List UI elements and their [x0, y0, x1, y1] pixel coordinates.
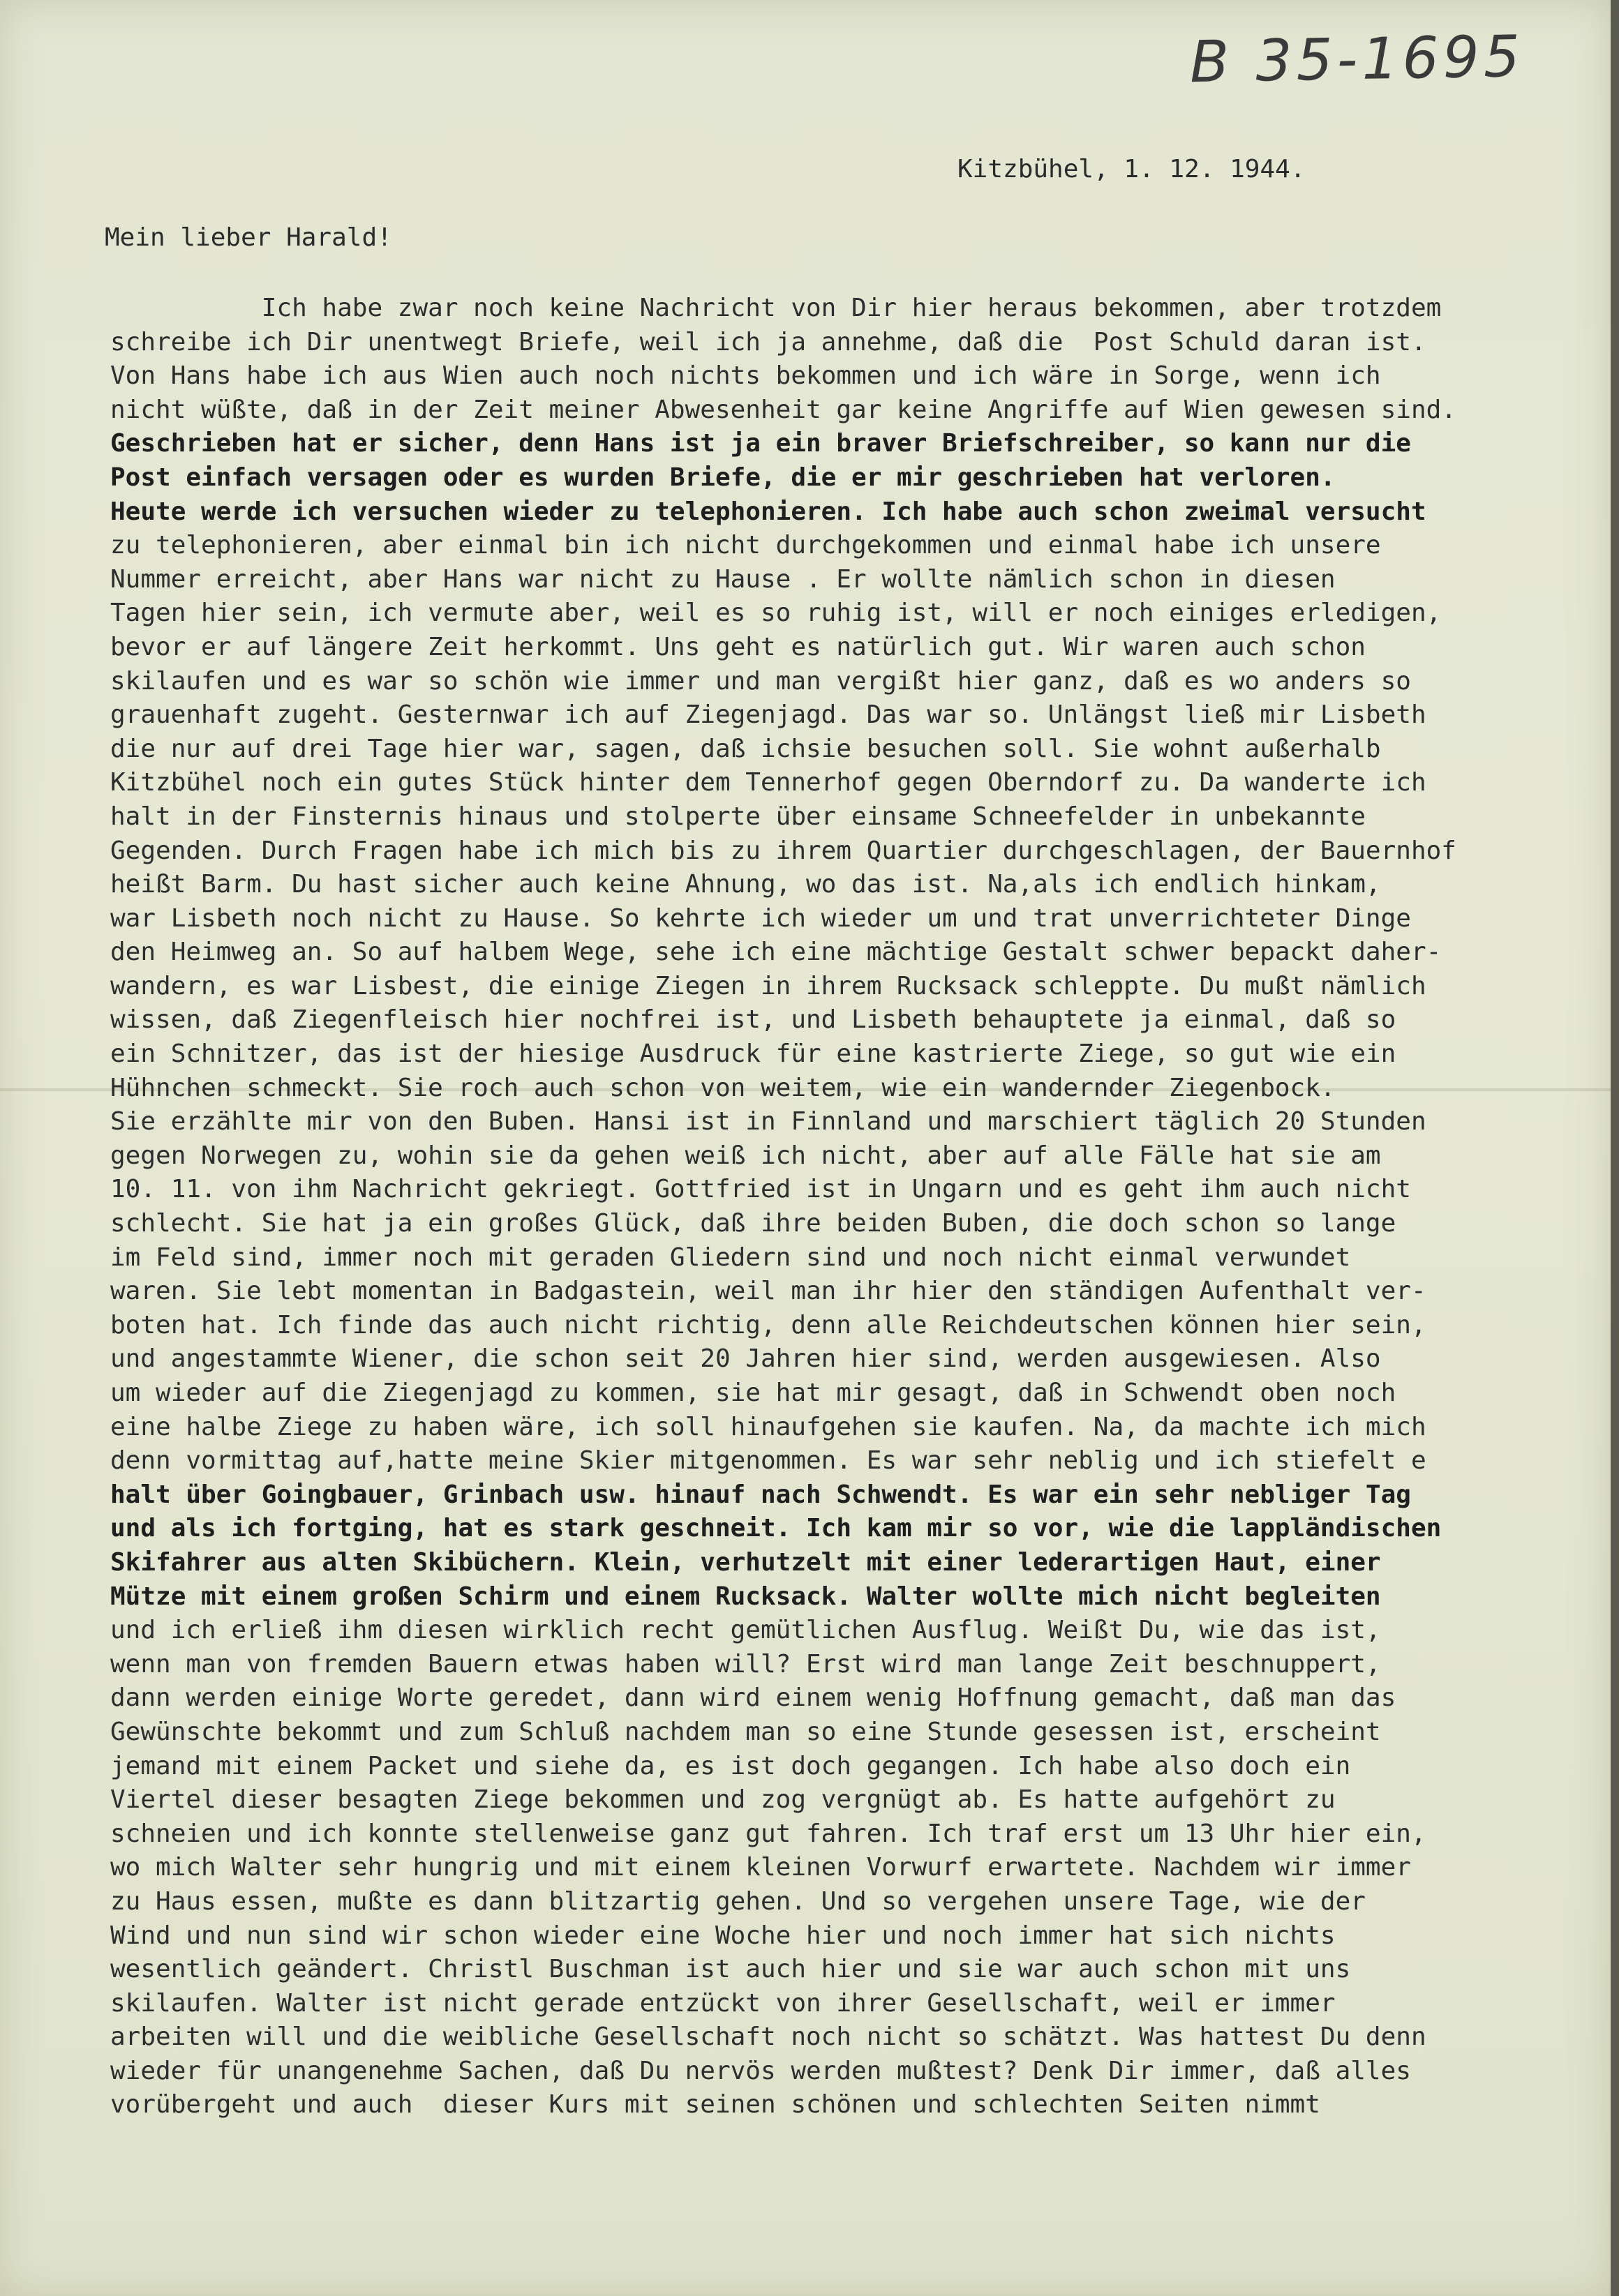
- letter-line: arbeiten will und die weibliche Gesellschaft noch nicht so schätzt. Was hattest Du denn: [110, 2023, 1426, 2052]
- letter-line: gegen Norwegen zu, wohin sie da gehen weiß ich nicht, aber auf alle Fälle hat sie am: [110, 1141, 1381, 1170]
- letter-line: denn vormittag auf,hatte meine Skier mitgenommen. Es war sehr neblig und ich stiefelt e: [110, 1446, 1426, 1476]
- letter-line: jemand mit einem Packet und siehe da, es ist doch gegangen. Ich habe also doch ein: [110, 1751, 1351, 1780]
- letter-line: um wieder auf die Ziegenjagd zu kommen, sie hat mir gesagt, daß in Schwendt oben noch: [110, 1379, 1396, 1407]
- letter-line: wo mich Walter sehr hungrig und mit einem kleinen Vorwurf erwartete. Nachdem wir immer: [110, 1853, 1411, 1882]
- letter-line: wandern, es war Lisbest, die einige Ziegen in ihrem Rucksack schleppte. Du mußt nämlich: [110, 971, 1426, 1000]
- letter-line: und ich erließ ihm diesen wirklich recht gemütlichen Ausflug. Weißt Du, wie das ist,: [110, 1616, 1381, 1645]
- letter-line: im Feld sind, immer noch mit geraden Gliedern sind und noch nicht einmal verwundet: [110, 1243, 1351, 1272]
- letter-line: wissen, daß Ziegenfleisch hier nochfrei ist, und Lisbeth behauptete ja einmal, daß so: [110, 1005, 1396, 1035]
- letter-line: bevor er auf längere Zeit herkommt. Uns geht es natürlich gut. Wir waren auch schon: [110, 632, 1366, 661]
- letter-body: [110, 292, 1583, 2122]
- date-line: Kitzbühel, 1. 12. 1944.: [957, 155, 1306, 183]
- letter-line: waren. Sie lebt momentan in Badgastein, weil man ihr hier den ständigen Aufenthalt ver-: [110, 1277, 1426, 1306]
- letter-line: Mütze mit einem großen Schirm und einem Rucksack. Walter wollte mich nicht begleiten: [110, 1582, 1381, 1611]
- letter-line: Nummer erreicht, aber Hans war nicht zu Hause . Er wollte nämlich schon in diesen: [110, 564, 1336, 594]
- letter-line: Von Hans habe ich aus Wien auch noch nichts bekommen und ich wäre in Sorge, wenn ich: [110, 361, 1381, 391]
- letter-line: Gegenden. Durch Fragen habe ich mich bis zu ihrem Quartier durchgeschlagen, der Bauernhof: [110, 836, 1456, 865]
- letter-line: schreibe ich Dir unentwegt Briefe, weil ich ja annehme, daß die Post Schuld daran ist.: [110, 327, 1426, 357]
- letter-line: Ich habe zwar noch keine Nachricht von Dir hier heraus bekommen, aber trotzdem: [110, 294, 1442, 322]
- letter-line: halt in der Finsternis hinaus und stolperte über einsame Schneefelder in unbekannte: [110, 802, 1366, 831]
- letter-line: wenn man von fremden Bauern etwas haben will? Erst wird man lange Zeit beschnuppert,: [110, 1649, 1381, 1679]
- letter-line: halt über Goingbauer, Grinbach usw. hinauf nach Schwendt. Es war ein sehr nebliger Tag: [110, 1480, 1411, 1509]
- letter-line: Geschrieben hat er sicher, denn Hans ist ja ein braver Briefschreiber, so kann nur die: [110, 429, 1411, 458]
- letter-line: zu telephonieren, aber einmal bin ich nicht durchgekommen und einmal habe ich unsere: [110, 531, 1381, 560]
- letter-line: heißt Barm. Du hast sicher auch keine Ahnung, wo das ist. Na,als ich endlich hinkam,: [110, 870, 1381, 899]
- letter-line: Heute werde ich versuchen wieder zu telephonieren. Ich habe auch schon zweimal versucht: [110, 497, 1426, 526]
- letter-line: die nur auf drei Tage hier war, sagen, daß ichsie besuchen soll. Sie wohnt außerhalb: [110, 734, 1381, 763]
- letter-line: grauenhaft zugeht. Gesternwar ich auf Ziegenjagd. Das war so. Unlängst ließ mir Lisbeth: [110, 700, 1426, 730]
- letter-line: dann werden einige Worte geredet, dann wird einem wenig Hoffnung gemacht, daß man das: [110, 1683, 1396, 1713]
- letter-line: und angestammte Wiener, die schon seit 20 Jahren hier sind, werden ausgewiesen. Also: [110, 1344, 1381, 1374]
- letter-line: Viertel dieser besagten Ziege bekommen und zog vergnügt ab. Es hatte aufgehört zu: [110, 1785, 1336, 1815]
- letter-line: ein Schnitzer, das ist der hiesige Ausdruck für eine kastrierte Ziege, so gut wie ein: [110, 1040, 1396, 1069]
- letter-line: Sie erzählte mir von den Buben. Hansi ist in Finnland und marschiert täglich 20 Stunden: [110, 1107, 1426, 1136]
- letter-line: skilaufen und es war so schön wie immer und man vergißt hier ganz, daß es wo anders so: [110, 666, 1411, 696]
- letter-line: Kitzbühel noch ein gutes Stück hinter dem Tennerhof gegen Oberndorf zu. Da wanderte ich: [110, 768, 1426, 797]
- letter-line: den Heimweg an. So auf halbem Wege, sehe ich eine mächtige Gestalt schwer bepackt daher-: [110, 938, 1442, 967]
- letter-line: Post einfach versagen oder es wurden Briefe, die er mir geschrieben hat verloren.: [110, 463, 1336, 492]
- letter-line: zu Haus essen, mußte es dann blitzartig gehen. Und so vergehen unsere Tage, wie der: [110, 1886, 1366, 1916]
- letter-line: Hühnchen schmeckt. Sie roch auch schon von weitem, wie ein wandernder Ziegenbock.: [110, 1073, 1336, 1102]
- letter-line: wieder für unangenehme Sachen, daß Du nervös werden mußtest? Denk Dir immer, daß alles: [110, 2056, 1411, 2085]
- letter-line: Tagen hier sein, ich vermute aber, weil es so ruhig ist, will er noch einiges erledigen,: [110, 599, 1442, 628]
- letter-line: schneien und ich konnte stellenweise ganz gut fahren. Ich traf erst um 13 Uhr hier ein,: [110, 1819, 1426, 1848]
- letter-line: boten hat. Ich finde das auch nicht richtig, denn alle Reichdeutschen können hier sein,: [110, 1310, 1426, 1340]
- salutation: Mein lieber Harald!: [105, 223, 392, 252]
- letter-line: wesentlich geändert. Christl Buschman ist auch hier und sie war auch schon mit uns: [110, 1955, 1351, 1984]
- letter-line: 10. 11. von ihm Nachricht gekriegt. Gottfried ist in Ungarn und es geht ihm auch nicht: [110, 1175, 1411, 1204]
- letter-line: skilaufen. Walter ist nicht gerade entzückt von ihrer Gesellschaft, weil er immer: [110, 1988, 1336, 2018]
- letter-line: eine halbe Ziege zu haben wäre, ich soll hinaufgehen sie kaufen. Na, da machte ich mich: [110, 1412, 1426, 1441]
- letter-line: Gewünschte bekommt und zum Schluß nachdem man so eine Stunde gesessen ist, erscheint: [110, 1717, 1381, 1746]
- letter-line: vorübergeht und auch dieser Kurs mit seinen schönen und schlechten Seiten nimmt: [110, 2090, 1320, 2119]
- archive-number: B 35-1695: [1189, 23, 1525, 96]
- letter-line: Skifahrer aus alten Skibüchern. Klein, verhutzelt mit einer lederartigen Haut, einer: [110, 1547, 1381, 1577]
- letter-line: und als ich fortging, hat es stark geschneit. Ich kam mir so vor, wie die lappländischen: [110, 1514, 1442, 1543]
- letter-line: nicht wüßte, daß in der Zeit meiner Abwesenheit gar keine Angriffe auf Wien gewesen sind.: [110, 395, 1456, 424]
- letter-line: Wind und nun sind wir schon wieder eine Woche hier und noch immer hat sich nichts: [110, 1921, 1336, 1950]
- letter-line: schlecht. Sie hat ja ein großes Glück, daß ihre beiden Buben, die doch schon so lange: [110, 1209, 1396, 1238]
- letter-line: war Lisbeth noch nicht zu Hause. So kehrte ich wieder um und trat unverrichteter Dinge: [110, 903, 1411, 933]
